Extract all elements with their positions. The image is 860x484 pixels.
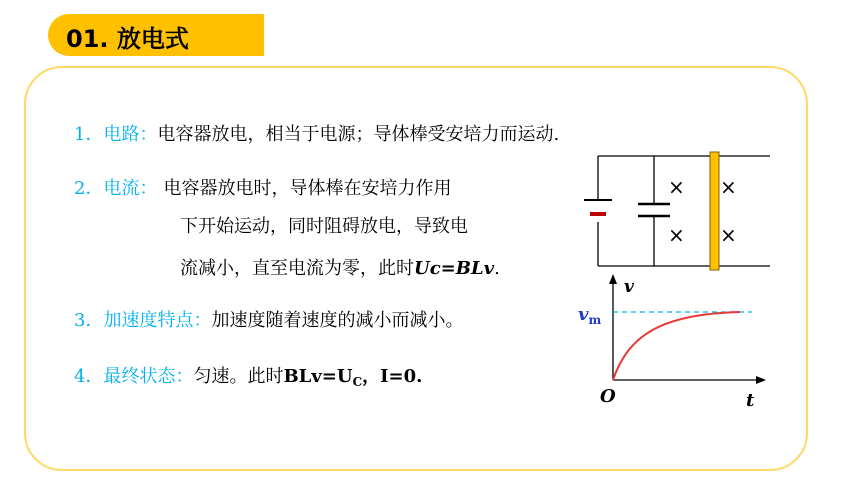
- point-4-number: 4．: [74, 366, 104, 387]
- point-2-line-1: 电容器放电时，导体棒在安培力作用: [163, 178, 452, 199]
- field-mark-3: ×: [668, 223, 685, 247]
- point-2-line-2: 下开始运动，同时阻碍放电，导致电: [180, 216, 468, 237]
- velocity-curve: [613, 312, 740, 380]
- y-axis-arrow: [609, 274, 617, 284]
- field-mark-1: ×: [668, 175, 685, 199]
- point-3-label: 加速度特点：: [103, 310, 212, 331]
- point-2-line-3-suffix: .: [494, 258, 500, 279]
- field-mark-4: ×: [720, 223, 737, 247]
- point-1-label: 电路：: [103, 124, 158, 145]
- point-1-number: 1．: [74, 124, 104, 145]
- point-3-number: 3．: [74, 310, 104, 331]
- point-4-prefix: 匀速。此时: [193, 366, 284, 387]
- point-2-label: 电流：: [103, 178, 158, 199]
- point-3-text: 加速度随着速度的减小而减小。: [211, 310, 464, 331]
- point-2-line-3-prefix: 流减小，直至电流为零，此时: [180, 258, 414, 279]
- point-2-number: 2．: [74, 178, 104, 199]
- point-4-formula: $BLv=U_C$: [283, 366, 363, 389]
- graph-origin-label: O: [600, 386, 616, 407]
- point-1-text: 电容器放电，相当于电源；导体棒受安培力而运动.: [157, 124, 560, 145]
- graph-vm-label: $v_m$: [578, 304, 602, 327]
- point-4-formula-tail: ，I=0.: [362, 366, 423, 387]
- graph-y-label: v: [624, 277, 634, 297]
- field-mark-2: ×: [720, 175, 737, 199]
- graph-x-label: t: [746, 390, 755, 411]
- x-axis-arrow: [756, 376, 766, 384]
- page-title: 01. 放电式: [66, 25, 189, 53]
- point-2-formula: Uc=BLv: [414, 258, 495, 279]
- point-4-label: 最终状态：: [103, 366, 194, 387]
